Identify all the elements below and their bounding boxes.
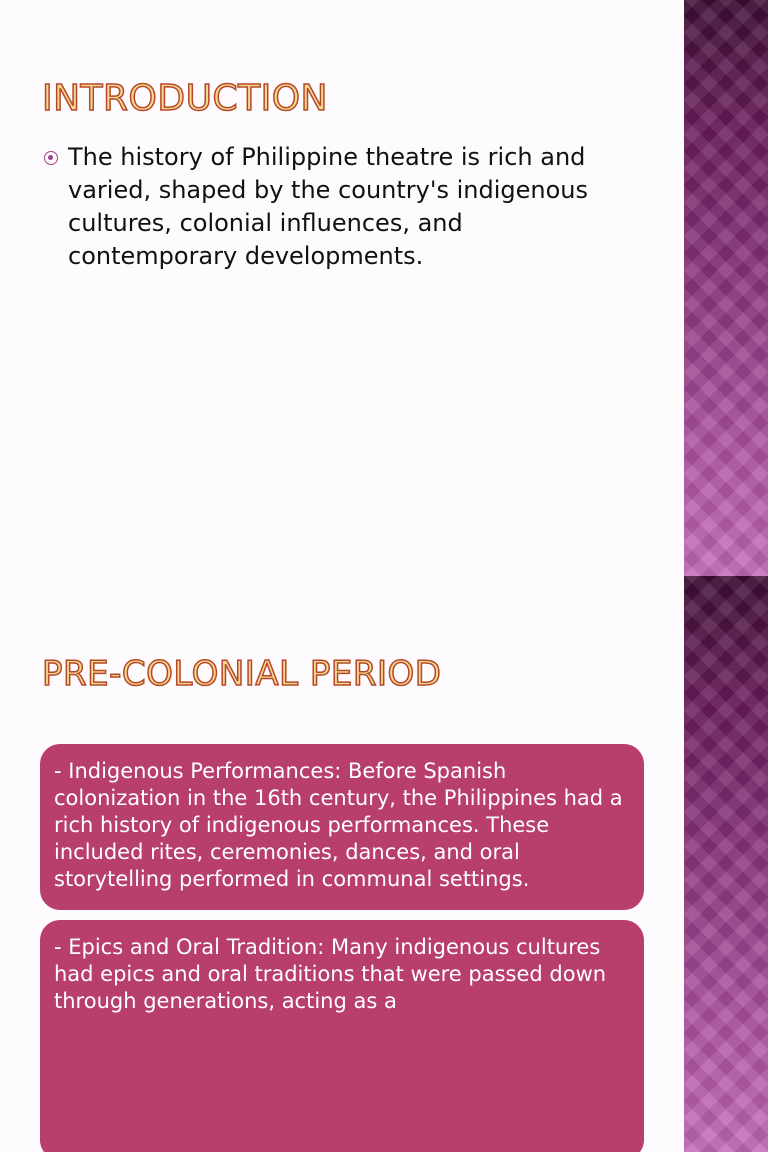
decorative-side-band <box>684 0 768 576</box>
bullet-text: The history of Philippine theatre is rich and varied, shaped by the country's indigenous cultures, colonial influences, and contemporary developments. <box>68 143 588 270</box>
slide-pre-colonial-period <box>0 576 768 1152</box>
info-box-indigenous-performances: - Indigenous Performances: Before Spanish colonization in the 16th century, the Philippines had a rich history of indigenous performances. These included rites, ceremonies, dances, and oral storytelling performed in communal settings. <box>40 744 644 910</box>
bullet-item <box>44 141 624 273</box>
slide-title: INTRODUCTION <box>42 78 328 119</box>
target-bullet-icon <box>44 151 58 165</box>
slide-title: PRE-COLONIAL PERIOD <box>42 654 442 694</box>
info-box-epics-oral-tradition: - Epics and Oral Tradition: Many indigenous cultures had epics and oral traditions that were passed down through generations, acting as a <box>40 920 644 1152</box>
decorative-side-band <box>684 576 768 1152</box>
